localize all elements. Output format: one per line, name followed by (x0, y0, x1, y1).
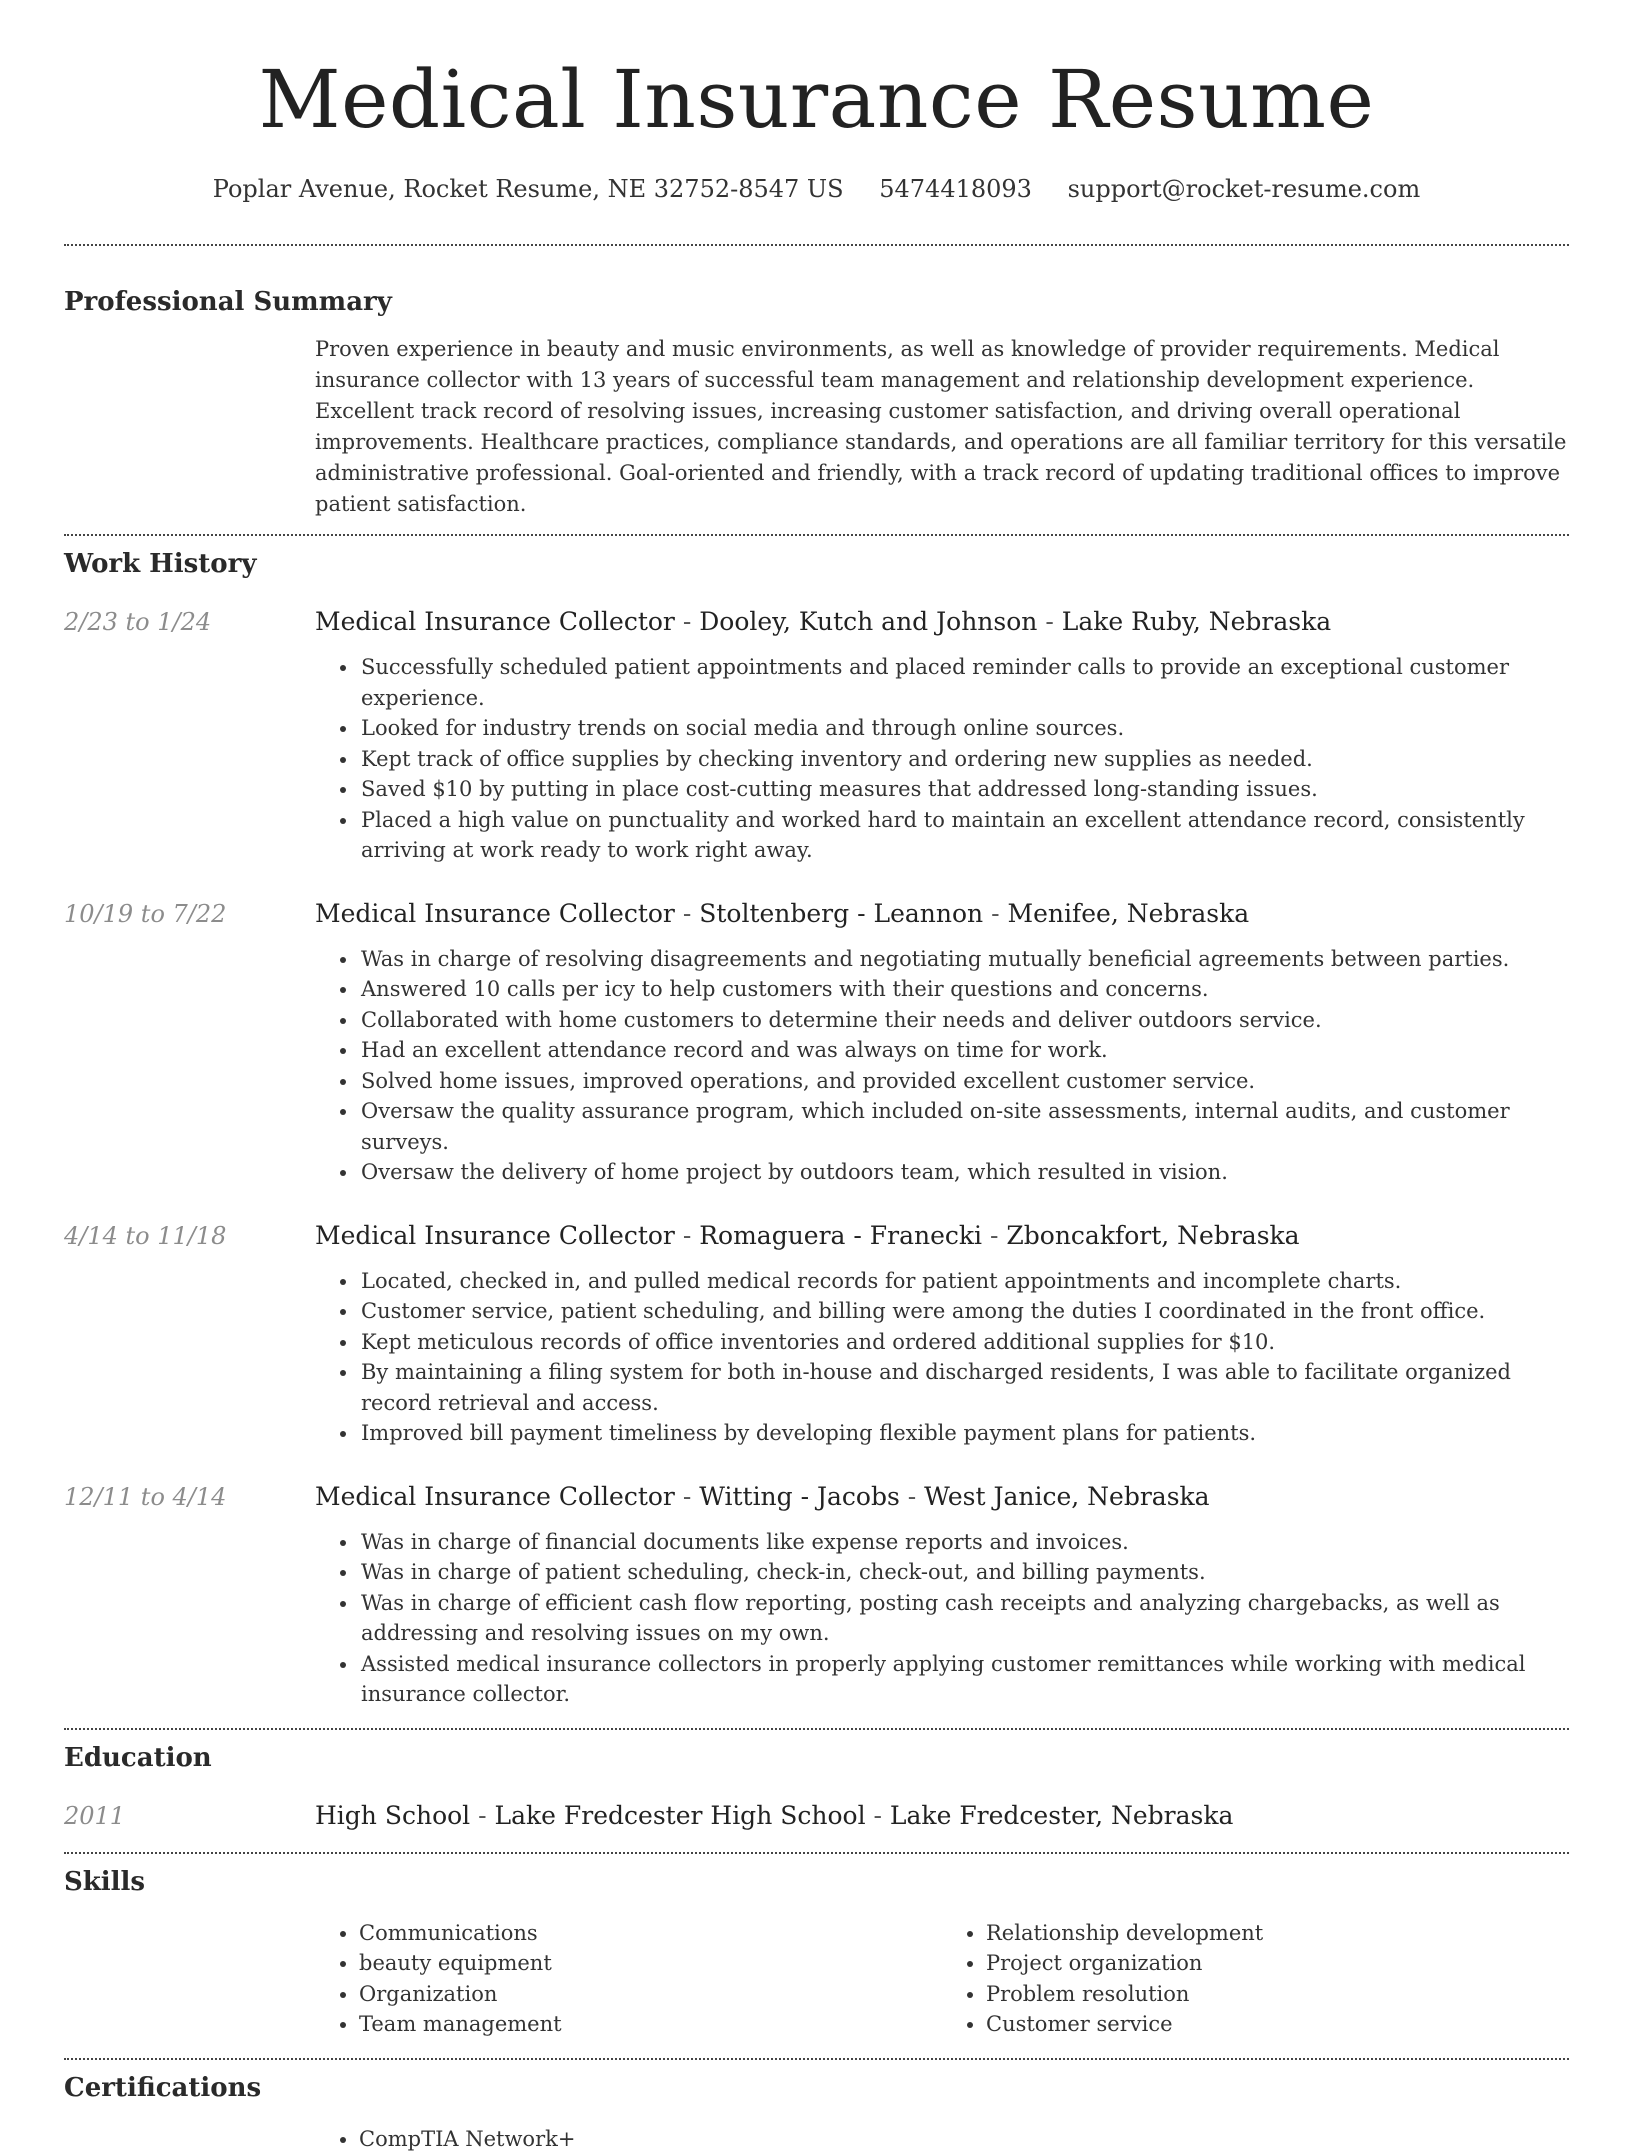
resume-header (64, 0, 1569, 204)
job-bullet: • By maintaining a filing system for both in-house and discharged residents, I was able to facilitate organized record retrieval and access. (359, 1357, 1569, 1418)
job-company: Dooley, Kutch and Johnson (699, 607, 1037, 636)
job-bullet: • Solved home issues, improved operations, and provided excellent customer service. (359, 1066, 1569, 1097)
job-bullet: • Was in charge of financial documents like expense reports and invoices. (359, 1527, 1569, 1558)
job-location: Lake Ruby, Nebraska (1062, 607, 1331, 636)
section-title-education: Education (64, 1742, 1569, 1774)
section-title-skills: Skills (64, 1866, 1569, 1898)
skill-item: • beauty equipment (359, 1948, 942, 1979)
skills-section (64, 1854, 1569, 2040)
section-title-work-history: Work History (64, 548, 1569, 580)
job-bullet: • Was in charge of resolving disagreements and negotiating mutually beneficial agreements between parties. (359, 944, 1569, 975)
separator: - (675, 899, 699, 928)
education-section (64, 1730, 1569, 1832)
job-bullet: • Assisted medical insurance collectors in properly applying customer remittances while working with medical insurance collector. (359, 1649, 1569, 1710)
separator: - (982, 1221, 1006, 1250)
job-bullet: • Was in charge of patient scheduling, check-in, check-out, and billing payments. (359, 1557, 1569, 1588)
skill-item: • Customer service (986, 2009, 1569, 2040)
skills-list-left (315, 1918, 942, 2040)
job-bullet: • Kept track of office supplies by checking inventory and ordering new supplies as needed. (359, 744, 1569, 775)
job-entry (64, 898, 1569, 1188)
job-bullet: • Answered 10 calls per icy to help customers with their questions and concerns. (359, 974, 1569, 1005)
separator: - (675, 607, 699, 636)
job-bullet: • Placed a high value on punctuality and worked hard to maintain an excellent attendance record, consistently arriving at work ready to work right away. (359, 805, 1569, 866)
job-dates: 10/19 to 7/22 (64, 898, 226, 930)
job-role: Medical Insurance Collector (315, 607, 675, 636)
skill-item: • Relationship development (986, 1918, 1569, 1949)
contact-phone: 5474418093 (879, 175, 1032, 203)
job-entry (64, 606, 1569, 866)
job-entry (64, 1220, 1569, 1449)
education-degree: High School (315, 1801, 470, 1830)
job-location: West Janice, Nebraska (924, 1482, 1209, 1511)
certifications-list (315, 2124, 973, 2154)
resume-title: Medical Insurance Resume (64, 52, 1569, 148)
skill-item: • Communications (359, 1918, 942, 1949)
separator: - (866, 1801, 890, 1830)
skill-item: • Team management (359, 2009, 942, 2040)
job-title-line (315, 606, 1569, 638)
education-year: 2011 (64, 1800, 125, 1832)
summary-section (64, 246, 1569, 520)
job-location: Zboncakfort, Nebraska (1006, 1221, 1299, 1250)
job-bullet: • Oversaw the delivery of home project by outdoors team, which resulted in vision. (359, 1157, 1569, 1188)
job-bullets (315, 1266, 1569, 1449)
skills-list-right (942, 1918, 1569, 2040)
job-dates: 2/23 to 1/24 (64, 606, 211, 638)
job-role: Medical Insurance Collector (315, 1221, 675, 1250)
job-bullet: • Collaborated with home customers to determine their needs and deliver outdoors service. (359, 1005, 1569, 1036)
job-bullet: • Customer service, patient scheduling, and billing were among the duties I coordinated in the front office. (359, 1296, 1569, 1327)
section-title-summary: Professional Summary (64, 286, 1569, 318)
job-dates: 12/11 to 4/14 (64, 1481, 226, 1513)
job-location: Menifee, Nebraska (1007, 899, 1249, 928)
job-role: Medical Insurance Collector (315, 899, 675, 928)
job-role: Medical Insurance Collector (315, 1482, 675, 1511)
separator: - (470, 1801, 494, 1830)
skill-item: • Project organization (986, 1948, 1569, 1979)
job-title-line (315, 898, 1569, 930)
contact-address: Poplar Avenue, Rocket Resume, NE 32752-8547 US (213, 175, 844, 203)
separator: - (983, 899, 1007, 928)
job-title-line (315, 1481, 1569, 1513)
certifications-section (64, 2060, 1569, 2154)
education-school: Lake Fredcester High School (495, 1801, 866, 1830)
education-entry (64, 1800, 1569, 1832)
job-bullets (315, 944, 1569, 1188)
job-bullet: • Successfully scheduled patient appointments and placed reminder calls to provide an exceptional customer experience. (359, 652, 1569, 713)
job-entry (64, 1481, 1569, 1710)
section-title-certifications: Certifications (64, 2072, 1569, 2104)
skill-item: • Organization (359, 1979, 942, 2010)
job-bullet: • Improved bill payment timeliness by developing flexible payment plans for patients. (359, 1418, 1569, 1449)
job-bullet: • Was in charge of efficient cash flow reporting, posting cash receipts and analyzing chargebacks, as well as addressing and resolving issues on my own. (359, 1588, 1569, 1649)
job-company: Stoltenberg - Leannon (699, 899, 983, 928)
job-bullet: • Had an excellent attendance record and was always on time for work. (359, 1035, 1569, 1066)
certifications-grid (315, 2124, 1569, 2154)
job-bullets (315, 652, 1569, 866)
job-bullet: • Kept meticulous records of office inventories and ordered additional supplies for $10. (359, 1327, 1569, 1358)
resume-page (64, 0, 1569, 2154)
contact-line (64, 174, 1569, 204)
separator: - (675, 1221, 699, 1250)
job-bullet: • Located, checked in, and pulled medical records for patient appointments and incomplete charts. (359, 1266, 1569, 1297)
job-title-line (315, 1220, 1569, 1252)
job-company: Romaguera - Franecki (699, 1221, 982, 1250)
skills-grid (315, 1918, 1569, 2040)
job-company: Witting - Jacobs (699, 1482, 900, 1511)
separator: - (900, 1482, 924, 1511)
separator: - (1037, 607, 1061, 636)
job-bullets (315, 1527, 1569, 1710)
job-bullet: • Oversaw the quality assurance program, which included on-site assessments, internal audits, and customer surveys. (359, 1096, 1569, 1157)
job-bullet: • Saved $10 by putting in place cost-cutting measures that addressed long-standing issues. (359, 774, 1569, 805)
job-dates: 4/14 to 11/18 (64, 1220, 226, 1252)
summary-text: Proven experience in beauty and music environments, as well as knowledge of provider requirements. Medical insurance collector with 13 years of successful team management and relationship development experience. Excellent track record of resolving issues, increasing customer satisfaction, and driving overall operational improvements. Healthcare practices, compliance standards, and operations are all familiar territory for this versatile administrative professional. Goal-oriented and friendly, with a track record of updating traditional offices to improve patient satisfaction. (315, 334, 1569, 520)
education-location: Lake Fredcester, Nebraska (890, 1801, 1233, 1830)
work-history-section (64, 536, 1569, 1710)
education-title-line (315, 1800, 1569, 1832)
separator: - (675, 1482, 699, 1511)
contact-email: support@rocket-resume.com (1068, 175, 1421, 203)
certification-item: • CompTIA Network+ (359, 2124, 973, 2154)
job-bullet: • Looked for industry trends on social media and through online sources. (359, 713, 1569, 744)
skill-item: • Problem resolution (986, 1979, 1569, 2010)
